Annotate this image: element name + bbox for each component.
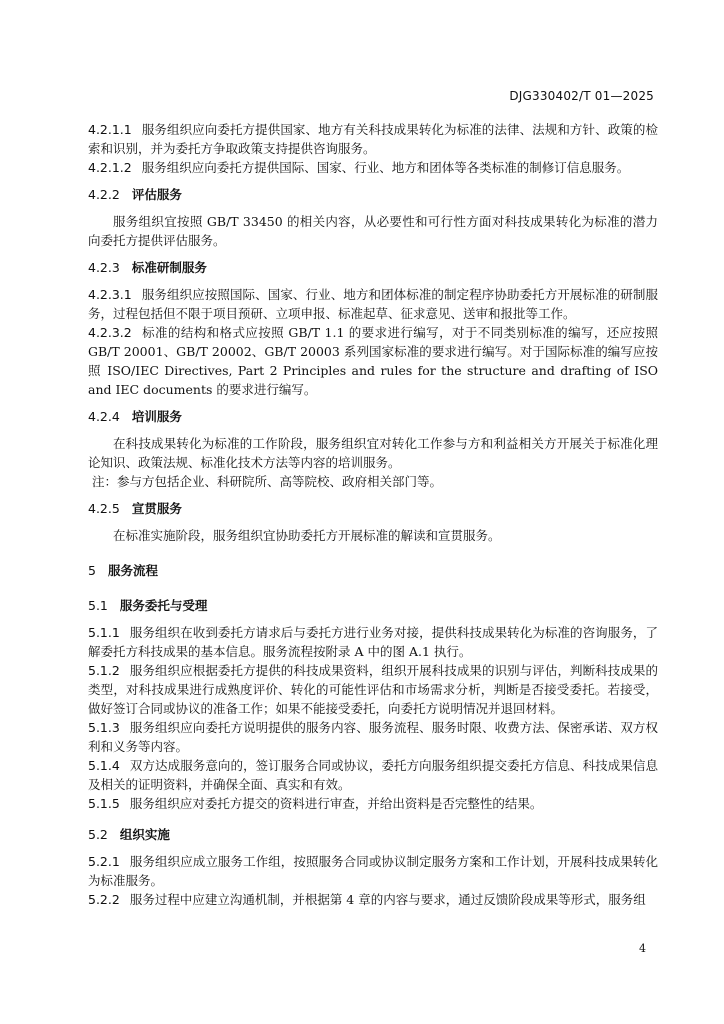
heading-4-2-4: 4.2.4 培训服务 (88, 409, 182, 424)
clause-4-2-1-1: 4.2.1.1 服务组织应向委托方提供国家、地方有关科技成果转化为标准的法律、法规和方针、政策的检索和识别，并为委托方争取政策支持提供咨询服务。 (88, 122, 658, 156)
heading-5-2: 5.2 组织实施 (88, 827, 170, 842)
clause-4-2-4-text: 在科技成果转化为标准的工作阶段，服务组织宜对转化工作参与方和利益相关方开展关于标准化理论知识、政策法规、标准化技术方法等内容的培训服务。 (88, 436, 658, 470)
document-body (88, 120, 658, 909)
clause-5-2-1: 5.2.1 服务组织应成立服务工作组，按照服务合同或协议制定服务方案和工作计划，开展科技成果转化为标准服务。 (88, 854, 658, 888)
document-code: DJG330402/T 01—2025 (509, 89, 654, 103)
heading-5-1: 5.1 服务委托与受理 (88, 598, 208, 613)
clause-4-2-2-text: 服务组织宜按照 GB/T 33450 的相关内容，从必要性和可行性方面对科技成果转化为标准的潜力向委托方提供评估服务。 (88, 214, 658, 248)
clause-4-2-4-note: 注：参与方包括企业、科研院所、高等院校、政府相关部门等。 (92, 474, 443, 489)
heading-4-2-3: 4.2.3 标准研制服务 (88, 260, 207, 275)
clause-5-1-5: 5.1.5 服务组织应对委托方提交的资料进行审查，并给出资料是否完整性的结果。 (88, 796, 543, 811)
clause-4-2-1-2: 4.2.1.2 服务组织应向委托方提供国际、国家、行业、地方和团体等各类标准的制修订信息服务。 (88, 160, 630, 175)
clause-5-1-2: 5.1.2 服务组织应根据委托方提供的科技成果资料，组织开展科技成果的识别与评估，判断科技成果的类型，对科技成果进行成熟度评价、转化的可能性评估和市场需求分析，判断是否接受委托。若接受，做好签订合同或协议的准备工作；如果不能接受委托，向委托方说明情况并退回材料。 (88, 663, 658, 716)
clause-5-1-3: 5.1.3 服务组织应向委托方说明提供的服务内容、服务流程、服务时限、收费方法、保密承诺、双方权利和义务等内容。 (88, 720, 658, 754)
clause-5-1-4: 5.1.4 双方达成服务意向的，签订服务合同或协议，委托方向服务组织提交委托方信息、科技成果信息及相关的证明资料，并确保全面、真实和有效。 (88, 758, 658, 792)
clause-5-2-2: 5.2.2 服务过程中应建立沟通机制，并根据第 4 章的内容与要求，通过反馈阶段成果等形式，服务组 (88, 892, 646, 907)
heading-5: 5 服务流程 (88, 563, 158, 578)
clause-4-2-3-2: 4.2.3.2 标准的结构和格式应按照 GB/T 1.1 的要求进行编写，对于不同类别标准的编写，还应按照 GB/T 20001、GB/T 20002、GB/T 20003 系列国家标准的要求进行编写。对于国际标准的编写应按照 ISO/IEC Directives, Part 2 Principles and rules for the structure and drafting of ISO and IEC documents 的要求进行编写。 (88, 325, 658, 397)
heading-4-2-2: 4.2.2 评估服务 (88, 187, 182, 202)
heading-4-2-5: 4.2.5 宣贯服务 (88, 501, 182, 516)
clause-4-2-3-1: 4.2.3.1 服务组织应按照国际、国家、行业、地方和团体标准的制定程序协助委托方开展标准的研制服务，过程包括但不限于项目预研、立项申报、标准起草、征求意见、送审和报批等工作。 (88, 287, 658, 321)
clause-5-1-1: 5.1.1 服务组织在收到委托方请求后与委托方进行业务对接，提供科技成果转化为标准的咨询服务，了解委托方科技成果的基本信息。服务流程按附录 A 中的图 A.1 执行。 (88, 625, 658, 659)
clause-4-2-5-text: 在标准实施阶段，服务组织宜协助委托方开展标准的解读和宣贯服务。 (113, 528, 501, 543)
page-number: 4 (639, 942, 646, 955)
